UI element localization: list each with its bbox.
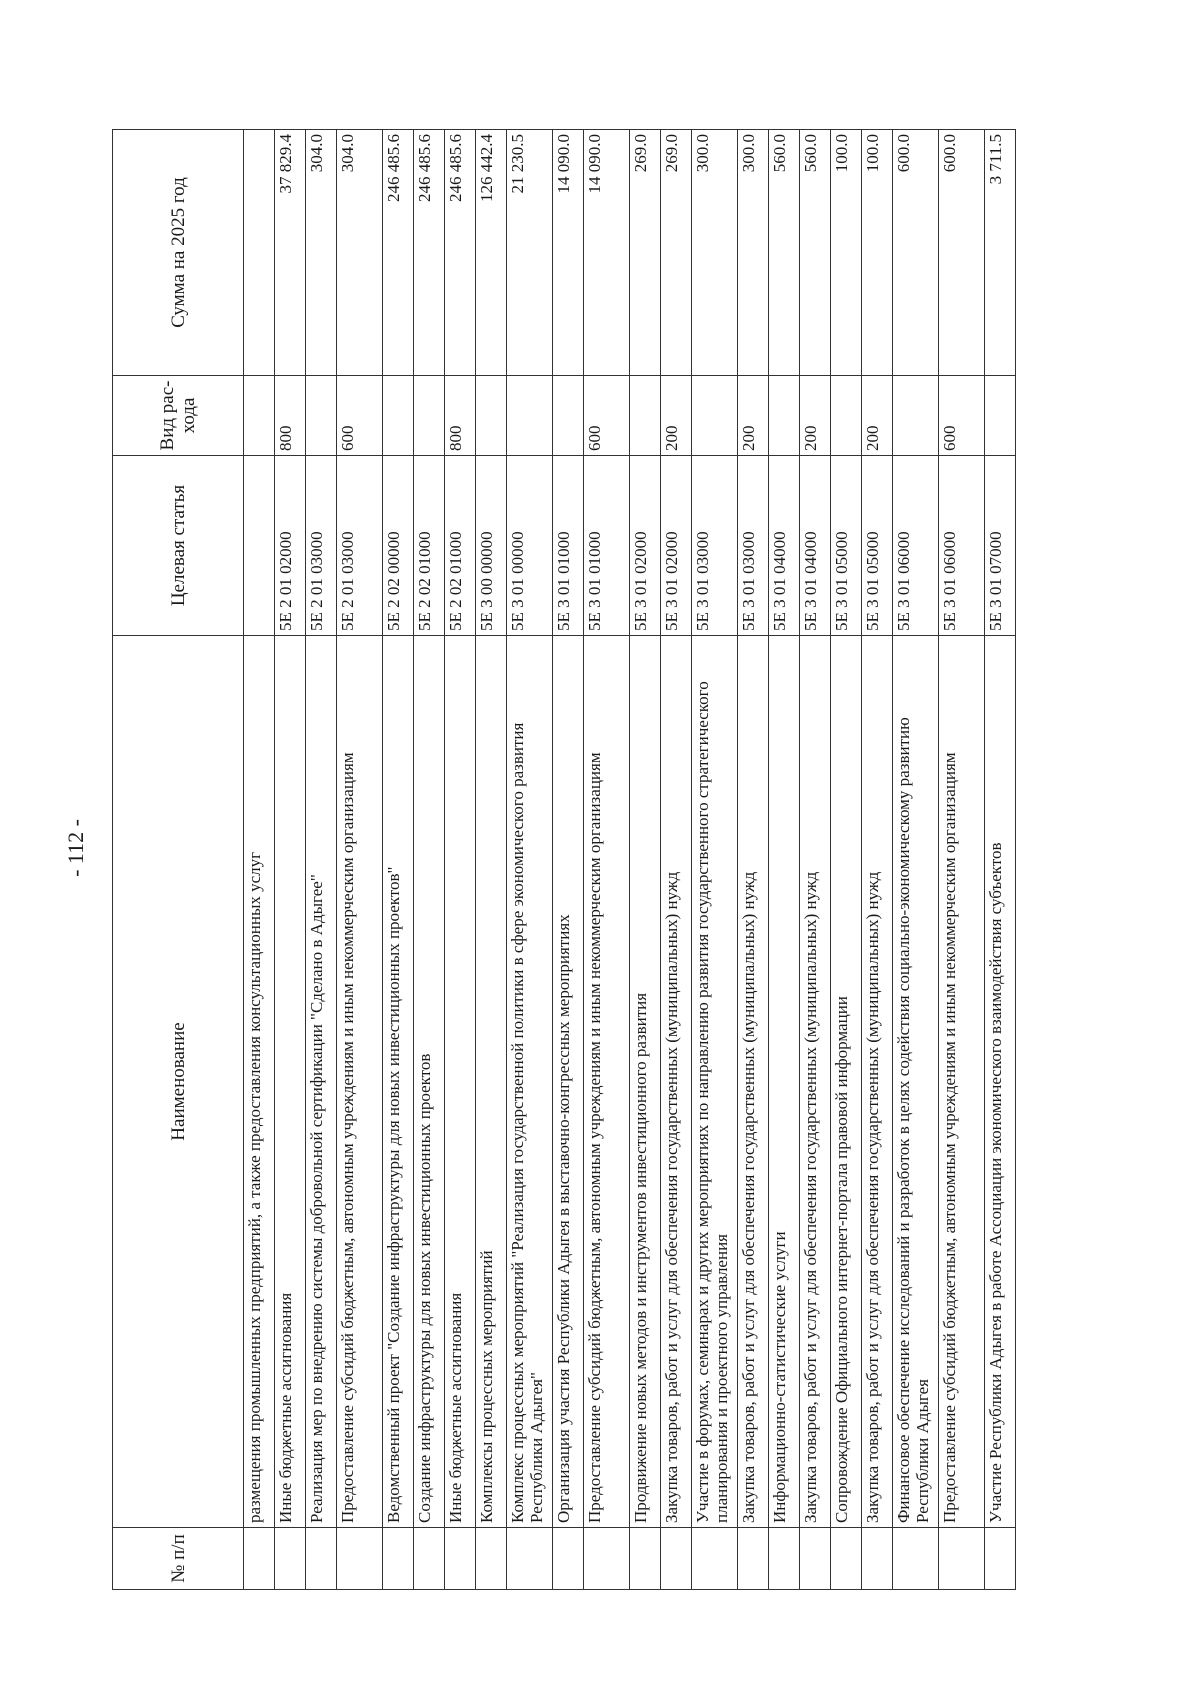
cell-num [893,1528,939,1590]
cell-num [306,1528,337,1590]
cell-vid: 800 [275,376,306,456]
table-row [630,130,661,1590]
cell-num [738,1528,769,1590]
cell-sum: 246 485.6 [414,130,445,376]
budget-table [112,129,1016,1590]
cell-vid [553,376,584,456]
table-row [553,130,584,1590]
table-row [476,130,507,1590]
cell-sum: 14 090.0 [584,130,630,376]
cell-sum: 269.0 [630,130,661,376]
cell-num [584,1528,630,1590]
cell-name: Предоставление субсидий бюджетным, автономным учреждениям и иным некоммерческим организациям [337,636,383,1528]
cell-name: Сопровождение Официального интернет-портала правовой информации [831,636,862,1528]
cell-code: 5Е 3 01 07000 [985,456,1016,636]
cell-code: 5Е 2 02 00000 [383,456,414,636]
cell-vid [244,376,275,456]
table-row [445,130,476,1590]
cell-num [244,1528,275,1590]
table-row [769,130,800,1590]
table-row [244,130,275,1590]
cell-vid: 200 [800,376,831,456]
cell-code: 5Е 3 01 04000 [769,456,800,636]
cell-num [630,1528,661,1590]
cell-sum: 100.0 [862,130,893,376]
cell-name: Предоставление субсидий бюджетным, автономным учреждениям и иным некоммерческим организациям [584,636,630,1528]
cell-name: Продвижение новых методов и инструментов инвестиционного развития [630,636,661,1528]
cell-vid: 600 [939,376,985,456]
header-sum: Сумма на 2025 год [113,130,244,376]
table-row [939,130,985,1590]
cell-name: Закупка товаров, работ и услуг для обеспечения государственных (муниципальных) нужд [800,636,831,1528]
cell-vid: 600 [337,376,383,456]
header-row [113,130,244,1590]
cell-vid: 600 [584,376,630,456]
header-name: Наименование [113,636,244,1528]
table-row [584,130,630,1590]
table-row [893,130,939,1590]
cell-code [244,456,275,636]
cell-sum: 14 090.0 [553,130,584,376]
cell-code: 5Е 3 01 05000 [862,456,893,636]
cell-sum: 600.0 [939,130,985,376]
table-row [383,130,414,1590]
cell-name: Финансовое обеспечение исследований и разработок в целях содействия социально-экономическому развитию Республики Адыгея [893,636,939,1528]
table-row [985,130,1016,1590]
cell-vid [476,376,507,456]
table-row [275,130,306,1590]
table-row [661,130,692,1590]
cell-num [553,1528,584,1590]
cell-code: 5Е 3 01 02000 [661,456,692,636]
page-number: - 112 - [63,819,88,877]
cell-code: 5Е 3 01 03000 [692,456,738,636]
cell-code: 5Е 3 01 06000 [893,456,939,636]
cell-num [476,1528,507,1590]
cell-num [769,1528,800,1590]
cell-vid [414,376,445,456]
cell-vid [507,376,553,456]
cell-sum: 269.0 [661,130,692,376]
cell-sum: 300.0 [738,130,769,376]
cell-vid: 800 [445,376,476,456]
cell-vid [985,376,1016,456]
cell-sum: 126 442.4 [476,130,507,376]
cell-vid: 200 [661,376,692,456]
cell-sum: 304.0 [337,130,383,376]
cell-code: 5Е 3 01 05000 [831,456,862,636]
table-body [244,130,1016,1590]
cell-code: 5Е 3 01 04000 [800,456,831,636]
cell-sum: 304.0 [306,130,337,376]
cell-num [337,1528,383,1590]
cell-name: Организация участия Республики Адыгея в выставочно-конгрессных мероприятиях [553,636,584,1528]
table-row [414,130,445,1590]
table-row [831,130,862,1590]
header-code: Целевая статья [113,456,244,636]
cell-code: 5Е 2 02 01000 [414,456,445,636]
cell-vid [769,376,800,456]
cell-sum: 600.0 [893,130,939,376]
cell-code: 5Е 2 02 01000 [445,456,476,636]
cell-code: 5Е 2 01 03000 [337,456,383,636]
table-row [337,130,383,1590]
cell-vid: 200 [738,376,769,456]
cell-name: Информационно-статистические услуги [769,636,800,1528]
table-header [113,130,244,1590]
cell-vid [306,376,337,456]
cell-code: 5Е 3 01 02000 [630,456,661,636]
cell-name: Комплексы процессных мероприятий [476,636,507,1528]
cell-code: 5Е 3 01 01000 [553,456,584,636]
cell-sum: 560.0 [769,130,800,376]
cell-num [445,1528,476,1590]
cell-num [862,1528,893,1590]
cell-name: Участие в форумах, семинарах и других мероприятиях по направлению развития государственного стратегического планирования и проектного управления [692,636,738,1528]
cell-sum: 300.0 [692,130,738,376]
table-row [306,130,337,1590]
cell-name: Закупка товаров, работ и услуг для обеспечения государственных (муниципальных) нужд [738,636,769,1528]
cell-num [985,1528,1016,1590]
cell-name: Закупка товаров, работ и услуг для обеспечения государственных (муниципальных) нужд [862,636,893,1528]
cell-num [692,1528,738,1590]
cell-name: Иные бюджетные ассигнования [275,636,306,1528]
cell-sum: 37 829.4 [275,130,306,376]
cell-vid: 200 [862,376,893,456]
cell-code: 5Е 3 01 06000 [939,456,985,636]
cell-name: размещения промышленных предприятий, а также предоставления консультационных услуг [244,636,275,1528]
cell-num [831,1528,862,1590]
cell-vid [893,376,939,456]
cell-sum: 100.0 [831,130,862,376]
table-row [507,130,553,1590]
cell-code: 5Е 3 00 00000 [476,456,507,636]
cell-name: Создание инфраструктуры для новых инвестиционных проектов [414,636,445,1528]
cell-num [507,1528,553,1590]
cell-name: Закупка товаров, работ и услуг для обеспечения государственных (муниципальных) нужд [661,636,692,1528]
header-num: № п/п [113,1528,244,1590]
cell-num [275,1528,306,1590]
cell-name: Иные бюджетные ассигнования [445,636,476,1528]
rotated-table-container [112,130,1180,1590]
cell-num [414,1528,445,1590]
cell-num [383,1528,414,1590]
cell-name: Реализация мер по внедрению системы добровольной сертификации "Сделано в Адыгее" [306,636,337,1528]
cell-sum [244,130,275,376]
cell-name: Комплекс процессных мероприятий "Реализация государственной политики в сфере экономического развития Республики Адыгея" [507,636,553,1528]
cell-num [939,1528,985,1590]
table-row [692,130,738,1590]
cell-vid [630,376,661,456]
header-vid: Вид рас- хода [113,376,244,456]
cell-code: 5Е 3 01 01000 [584,456,630,636]
cell-sum: 3 711.5 [985,130,1016,376]
cell-sum: 21 230.5 [507,130,553,376]
table-row [738,130,769,1590]
cell-sum: 246 485.6 [445,130,476,376]
cell-name: Участие Республики Адыгея в работе Ассоциации экономического взаимодействия субъектов [985,636,1016,1528]
table-row [862,130,893,1590]
cell-vid [831,376,862,456]
cell-code: 5Е 2 01 03000 [306,456,337,636]
cell-name: Предоставление субсидий бюджетным, автономным учреждениям и иным некоммерческим организациям [939,636,985,1528]
cell-code: 5Е 3 01 00000 [507,456,553,636]
cell-code: 5Е 2 01 02000 [275,456,306,636]
cell-name: Ведомственный проект "Создание инфраструктуры для новых инвестиционных проектов" [383,636,414,1528]
cell-sum: 560.0 [800,130,831,376]
cell-num [800,1528,831,1590]
cell-vid [383,376,414,456]
cell-num [661,1528,692,1590]
cell-sum: 246 485.6 [383,130,414,376]
table-row [800,130,831,1590]
cell-vid [692,376,738,456]
cell-code: 5Е 3 01 03000 [738,456,769,636]
